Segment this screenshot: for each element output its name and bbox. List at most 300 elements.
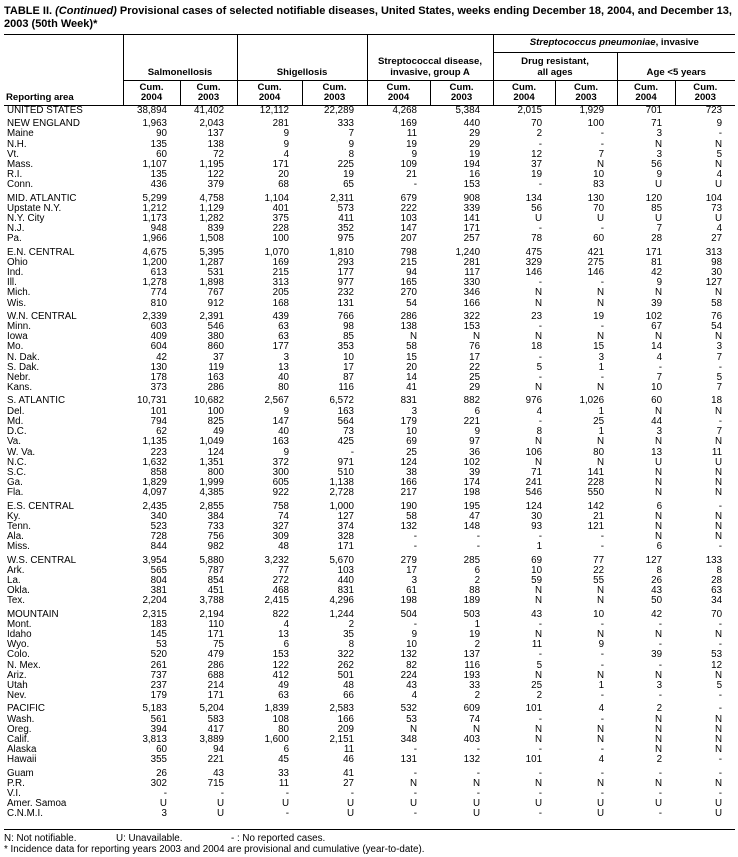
value-cell: 4 — [536, 405, 543, 417]
value-cell: 11 — [343, 744, 355, 756]
value-cell: U — [596, 798, 605, 810]
row-label: Okla. — [7, 585, 30, 597]
value-cell: 77 — [593, 554, 605, 566]
value-cell: 510 — [337, 466, 355, 478]
col-header-drug-resistant-cum-2004: Cum. 2004 — [493, 81, 555, 106]
value-cell: 90 — [156, 128, 167, 140]
value-cell: - — [538, 277, 543, 289]
row-label: R.I. — [7, 169, 23, 181]
value-cell: N — [654, 723, 663, 735]
value-cell: 168 — [272, 297, 290, 309]
value-cell: 10 — [593, 608, 605, 620]
value-cell: 11 — [531, 639, 543, 651]
value-cell: U — [281, 798, 290, 810]
value-cell: 355 — [150, 754, 167, 766]
value-cell: - — [413, 531, 418, 543]
value-cell: 831 — [337, 585, 355, 597]
value-cell: 42 — [651, 608, 663, 620]
value-cell: 2,435 — [142, 500, 167, 512]
value-cell: 166 — [463, 297, 481, 309]
value-cell: 78 — [531, 233, 543, 245]
value-cell: 147 — [272, 415, 290, 427]
value-cell: 733 — [207, 520, 225, 532]
table-row — [4, 661, 735, 671]
value-cell: U — [472, 798, 481, 810]
value-cell: - — [413, 618, 418, 630]
value-cell: 39 — [651, 649, 663, 661]
value-cell: - — [600, 659, 605, 671]
value-cell: 85 — [651, 202, 663, 214]
value-cell: 5 — [716, 679, 723, 691]
value-cell: 546 — [525, 487, 543, 499]
value-cell: 73 — [343, 426, 355, 438]
value-cell: 9 — [474, 426, 481, 438]
value-cell: 374 — [337, 520, 355, 532]
row-label: Mont. — [7, 618, 32, 630]
value-cell: 2,194 — [199, 608, 225, 620]
value-cell: 116 — [338, 382, 355, 394]
value-cell: 279 — [400, 554, 418, 566]
value-cell: 1,129 — [199, 202, 225, 214]
value-cell: 2,583 — [329, 703, 355, 715]
value-cell: 3,788 — [199, 595, 225, 607]
value-cell: 20 — [278, 169, 290, 181]
value-cell: 49 — [278, 679, 290, 691]
col-header-shigellosis-cum-2004: Cum. 2004 — [237, 81, 302, 106]
value-cell: 1,810 — [329, 246, 355, 258]
value-cell: 603 — [150, 321, 167, 333]
value-cell: 10,731 — [137, 395, 167, 407]
value-cell: N — [714, 159, 723, 171]
value-cell: - — [658, 618, 663, 630]
value-cell: 74 — [469, 713, 481, 725]
value-cell: - — [538, 138, 543, 150]
value-cell: 49 — [213, 426, 225, 438]
value-cell: 67 — [651, 321, 663, 333]
value-cell: 13 — [278, 361, 290, 373]
value-cell: - — [413, 788, 418, 799]
value-cell: 101 — [525, 754, 543, 766]
table-row — [4, 299, 735, 309]
value-cell: 63 — [278, 331, 290, 343]
value-cell: - — [538, 531, 543, 543]
value-cell: 409 — [150, 331, 167, 343]
value-cell: 758 — [272, 500, 290, 512]
value-cell: 922 — [272, 487, 290, 499]
table-row — [4, 650, 735, 660]
value-cell: - — [600, 277, 605, 289]
value-cell: 403 — [463, 733, 481, 745]
value-cell: 3 — [656, 426, 663, 438]
value-cell: 214 — [207, 679, 225, 691]
value-cell: 1,839 — [264, 703, 290, 715]
table-row — [4, 512, 735, 522]
value-cell: 9 — [283, 138, 290, 150]
value-cell: 225 — [337, 159, 355, 171]
row-label: Wash. — [7, 713, 35, 725]
value-cell: N — [534, 733, 543, 745]
table-row — [4, 596, 735, 606]
row-label: N.J. — [7, 223, 25, 235]
value-cell: 7 — [716, 426, 723, 438]
value-cell: 4 — [716, 169, 723, 181]
value-cell: 73 — [711, 202, 723, 214]
value-cell: N — [409, 723, 418, 735]
table-row — [4, 407, 735, 417]
value-cell: 9 — [716, 118, 723, 130]
value-cell: 117 — [464, 267, 481, 279]
value-cell: 17 — [343, 361, 355, 373]
value-cell: 440 — [463, 118, 481, 130]
value-cell: U — [654, 213, 663, 225]
value-cell: 53 — [406, 713, 418, 725]
value-cell: 9 — [598, 639, 605, 651]
value-cell: 98 — [343, 321, 355, 333]
value-cell: - — [718, 500, 723, 512]
legend-no-reported-cases: - : No reported cases. — [231, 832, 326, 844]
value-cell: 109 — [400, 159, 418, 171]
table-row — [4, 745, 735, 755]
value-cell: N — [654, 713, 663, 725]
col-group-shigellosis: Shigellosis — [237, 35, 367, 81]
value-cell: U — [409, 798, 418, 810]
value-cell: - — [600, 223, 605, 235]
value-cell: 262 — [337, 659, 355, 671]
value-cell: N — [596, 456, 605, 468]
value-cell: 132 — [463, 754, 481, 766]
value-cell: 69 — [531, 554, 543, 566]
value-cell: 37 — [213, 351, 225, 363]
value-cell: 373 — [150, 382, 167, 394]
value-cell: 146 — [525, 267, 543, 279]
value-cell: 102 — [463, 456, 481, 468]
value-cell: 190 — [400, 500, 418, 512]
value-cell: 5 — [716, 372, 723, 384]
value-cell: 171 — [645, 246, 663, 258]
value-cell: 1,200 — [142, 256, 167, 268]
value-cell: 583 — [207, 713, 225, 725]
value-cell: 26 — [156, 767, 167, 779]
value-cell: 25 — [593, 415, 605, 427]
table-row — [4, 735, 735, 745]
value-cell: 66 — [343, 690, 355, 702]
value-cell: - — [600, 744, 605, 756]
table-row — [4, 448, 735, 458]
value-cell: 1 — [474, 618, 481, 630]
value-cell: N — [654, 733, 663, 745]
value-cell: 831 — [400, 395, 418, 407]
value-cell: 131 — [337, 297, 355, 309]
value-cell: 333 — [337, 118, 355, 130]
value-cell: N — [714, 713, 723, 725]
value-cell: 882 — [463, 395, 481, 407]
row-label: Alaska — [7, 744, 37, 756]
value-cell: 10 — [651, 382, 663, 394]
table-row — [4, 258, 735, 268]
value-cell: 565 — [150, 564, 167, 576]
col-header-strep-a-cum-2003: Cum. 2003 — [430, 81, 493, 106]
value-cell: 100 — [207, 405, 225, 417]
value-cell: 1,000 — [329, 500, 355, 512]
table-row — [4, 309, 735, 322]
value-cell: 100 — [272, 233, 290, 245]
value-cell: 340 — [150, 510, 167, 522]
value-cell: N — [714, 287, 723, 299]
value-cell: N — [534, 777, 543, 789]
value-cell: 215 — [272, 267, 290, 279]
footnote-incidence: * Incidence data for reporting years 2003 and 2004 are provisional and cumulative (year-to-date). — [4, 844, 425, 856]
row-label: P.R. — [7, 777, 25, 789]
row-label: Ark. — [7, 564, 25, 576]
row-label: NEW ENGLAND — [7, 118, 80, 130]
value-cell: 148 — [463, 520, 481, 532]
value-cell: 124 — [400, 456, 418, 468]
value-cell: N — [714, 733, 723, 745]
table-title-number: TABLE II. — [4, 5, 53, 17]
row-label: N. Dak. — [7, 351, 40, 363]
value-cell: - — [538, 618, 543, 630]
value-cell: - — [718, 690, 723, 702]
col-group-drug-resistant — [493, 53, 617, 81]
row-label: Tenn. — [7, 520, 31, 532]
table-row — [4, 620, 735, 630]
row-label: S.C. — [7, 466, 27, 478]
row-label: S. Dak. — [7, 361, 40, 373]
value-cell: N — [714, 744, 723, 756]
value-cell: 679 — [400, 192, 418, 204]
value-cell: 774 — [150, 287, 167, 299]
value-cell: N — [596, 585, 605, 597]
legend-unavailable: U: Unavailable. — [116, 832, 183, 844]
value-cell: 982 — [207, 541, 225, 553]
value-cell: 42 — [651, 267, 663, 279]
value-cell: N — [654, 628, 663, 640]
table-row — [4, 630, 735, 640]
value-cell: 209 — [337, 723, 355, 735]
value-cell: 313 — [705, 246, 723, 258]
value-cell: 36 — [469, 446, 481, 458]
row-label: Mich. — [7, 287, 31, 299]
value-cell: - — [718, 415, 723, 427]
value-cell: N — [714, 331, 723, 343]
value-cell: N — [596, 331, 605, 343]
value-cell: 531 — [207, 267, 225, 279]
value-cell: 4 — [656, 351, 663, 363]
value-cell: 133 — [705, 554, 723, 566]
value-cell: 7 — [656, 223, 663, 235]
table-row — [4, 779, 735, 789]
value-cell: 19 — [469, 148, 481, 160]
value-cell: 313 — [272, 277, 290, 289]
value-cell: 468 — [272, 585, 290, 597]
value-cell: 261 — [150, 659, 167, 671]
value-cell: 88 — [469, 585, 481, 597]
value-cell: - — [658, 361, 663, 373]
value-cell: 10 — [343, 351, 355, 363]
value-cell: 120 — [645, 192, 663, 204]
value-cell: 11 — [711, 446, 723, 458]
value-cell: 804 — [150, 574, 167, 586]
reporting-area-header: Reporting area — [4, 35, 123, 106]
value-cell: 1,508 — [199, 233, 225, 245]
row-label: Amer. Samoa — [7, 798, 67, 810]
value-cell: N — [596, 628, 605, 640]
value-cell: 29 — [469, 128, 481, 140]
value-cell: 439 — [272, 310, 290, 322]
value-cell: N — [654, 510, 663, 522]
value-cell: N — [596, 669, 605, 681]
value-cell: 436 — [150, 179, 167, 191]
value-cell: U — [714, 456, 723, 468]
value-cell: N — [654, 331, 663, 343]
value-cell: 394 — [150, 723, 167, 735]
value-cell: 45 — [278, 754, 290, 766]
value-cell: N — [596, 382, 605, 394]
row-label: Maine — [7, 128, 34, 140]
value-cell: 1,351 — [199, 456, 225, 468]
table-row — [4, 755, 735, 765]
value-cell: - — [476, 788, 481, 799]
value-cell: 228 — [587, 477, 605, 489]
value-cell: - — [476, 767, 481, 779]
value-cell: 76 — [469, 341, 481, 353]
value-cell: - — [600, 690, 605, 702]
value-cell: 810 — [150, 297, 167, 309]
row-label: Utah — [7, 679, 28, 691]
row-label: Fla. — [7, 487, 24, 499]
value-cell: 3 — [411, 405, 418, 417]
value-cell: 40 — [278, 372, 290, 384]
value-cell: 108 — [272, 713, 290, 725]
value-cell: - — [658, 767, 663, 779]
value-cell: - — [538, 808, 543, 820]
value-cell: 60 — [156, 744, 167, 756]
value-cell: 171 — [463, 223, 481, 235]
value-cell: - — [718, 639, 723, 651]
table-row — [4, 373, 735, 383]
value-cell: 2,151 — [329, 733, 355, 745]
table-row — [4, 214, 735, 224]
row-label: W. Va. — [7, 446, 36, 458]
value-cell: 475 — [525, 246, 543, 258]
value-cell: 12 — [711, 659, 723, 671]
value-cell: 130 — [150, 361, 167, 373]
value-cell: 302 — [150, 777, 167, 789]
row-label: S. ATLANTIC — [7, 395, 66, 407]
value-cell: 372 — [272, 456, 290, 468]
table-row — [4, 427, 735, 437]
value-cell: 1 — [536, 541, 543, 553]
value-cell: 3 — [656, 128, 663, 140]
value-cell: 217 — [400, 487, 418, 499]
value-cell: N — [714, 436, 723, 448]
value-cell: 3 — [598, 351, 605, 363]
value-cell: 22 — [469, 361, 481, 373]
value-cell: 178 — [150, 372, 167, 384]
value-cell: - — [718, 618, 723, 630]
value-cell: 21 — [593, 510, 605, 522]
value-cell: 1,070 — [264, 246, 290, 258]
table-row — [4, 353, 735, 363]
value-cell: 2,204 — [142, 595, 167, 607]
value-cell: 29 — [469, 138, 481, 150]
value-cell: 2,315 — [142, 608, 167, 620]
value-cell: 4,097 — [142, 487, 167, 499]
value-cell: N — [654, 777, 663, 789]
table-title-continued: (Continued) — [52, 5, 120, 17]
value-cell: N — [534, 456, 543, 468]
value-cell: 286 — [207, 382, 225, 394]
table-row — [4, 417, 735, 427]
value-cell: 124 — [207, 446, 225, 458]
value-cell: 72 — [213, 148, 225, 160]
row-label: C.N.M.I. — [7, 808, 43, 820]
col-group-salmonellosis: Salmonellosis — [123, 35, 237, 81]
row-label: E.N. CENTRAL — [7, 246, 75, 258]
value-cell: 171 — [272, 159, 290, 171]
value-cell: 272 — [272, 574, 290, 586]
value-cell: 60 — [156, 148, 167, 160]
value-cell: N — [714, 777, 723, 789]
value-cell: 381 — [150, 585, 167, 597]
value-cell: 309 — [272, 531, 290, 543]
row-label: Minn. — [7, 321, 31, 333]
value-cell: 25 — [469, 372, 481, 384]
value-cell: - — [538, 223, 543, 235]
value-cell: 715 — [207, 777, 225, 789]
value-cell: 10,682 — [194, 395, 225, 407]
value-cell: 3 — [283, 351, 290, 363]
table-row — [4, 478, 735, 488]
row-label: Upstate N.Y. — [7, 202, 62, 214]
value-cell: 839 — [207, 223, 225, 235]
value-cell: N — [534, 436, 543, 448]
value-cell: 5 — [716, 148, 723, 160]
value-cell: 61 — [406, 585, 418, 597]
value-cell: 55 — [593, 574, 605, 586]
drug-resistant-line1: Drug resistant, — [521, 56, 589, 67]
value-cell: N — [409, 777, 418, 789]
value-cell: 14 — [651, 341, 663, 353]
value-cell: 6,572 — [329, 395, 355, 407]
value-cell: 68 — [278, 179, 290, 191]
value-cell: N — [534, 297, 543, 309]
value-cell: 5,880 — [199, 554, 225, 566]
value-cell: N — [596, 733, 605, 745]
value-cell: 1,632 — [142, 456, 167, 468]
table-row — [4, 607, 735, 620]
value-cell: 5,395 — [199, 246, 225, 258]
value-cell: U — [714, 808, 723, 820]
value-cell: 3,232 — [264, 554, 290, 566]
value-cell: N — [714, 520, 723, 532]
value-cell: - — [600, 649, 605, 661]
value-cell: 171 — [207, 628, 225, 640]
value-cell: 43 — [531, 608, 543, 620]
value-cell: - — [600, 372, 605, 384]
value-cell: 34 — [711, 595, 723, 607]
value-cell: 346 — [463, 287, 481, 299]
value-cell: 15 — [593, 341, 605, 353]
table-row — [4, 160, 735, 170]
value-cell: 142 — [587, 500, 605, 512]
table-row — [4, 576, 735, 586]
value-cell: 322 — [337, 649, 355, 661]
value-cell: 4,268 — [392, 105, 418, 116]
value-cell: N — [596, 777, 605, 789]
value-cell: 5 — [536, 659, 543, 671]
value-cell: 4,296 — [329, 595, 355, 607]
